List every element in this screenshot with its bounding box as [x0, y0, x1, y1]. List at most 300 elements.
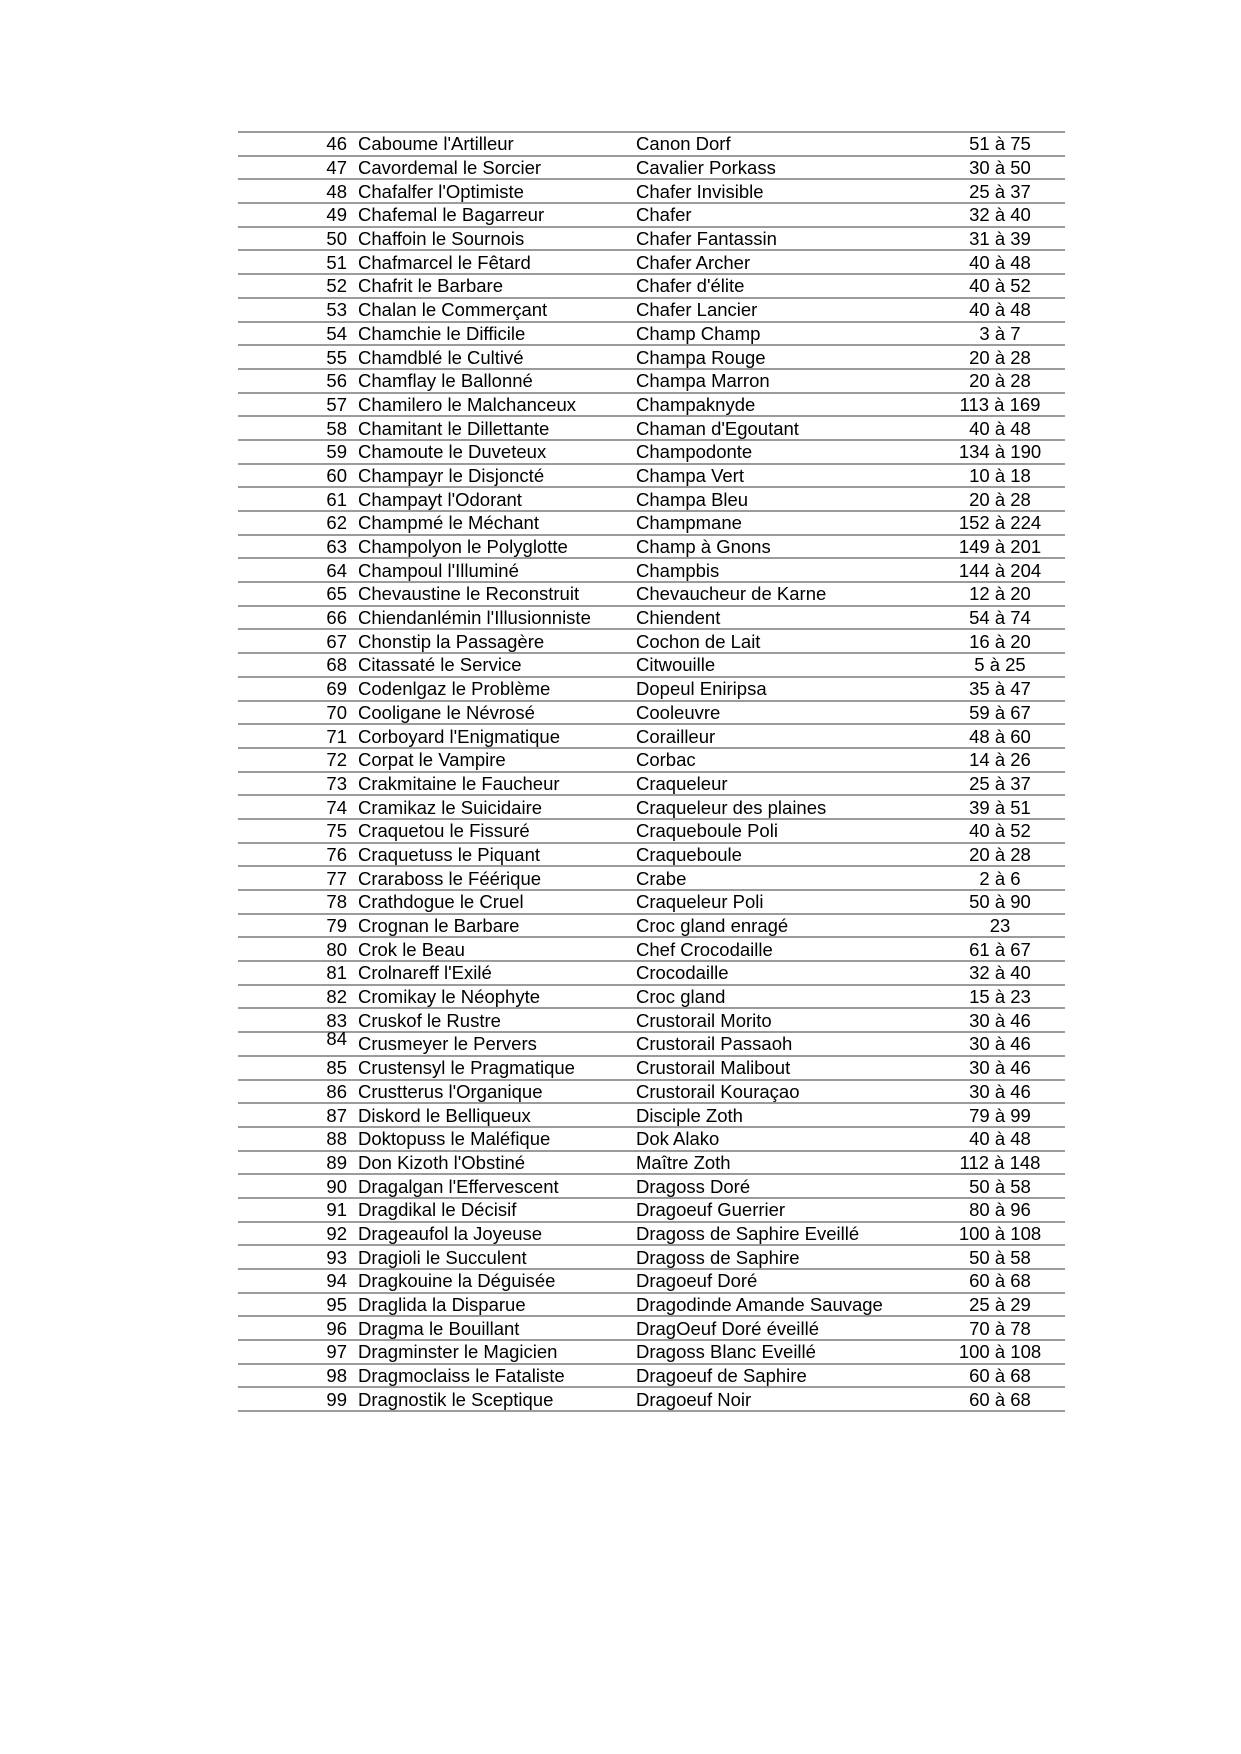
cell-number [238, 891, 351, 912]
cell-monster-name: Chafer Fantassin [636, 228, 777, 250]
cell-level-range: 60 à 68 [969, 1365, 1031, 1387]
cell-number [238, 797, 351, 818]
table-row [238, 1268, 1065, 1292]
table-row [238, 226, 1065, 250]
cell-archmonster-name: Craquetou le Fissuré [358, 820, 530, 842]
row-number: 79 [326, 915, 347, 937]
cell-level-range: 100 à 108 [958, 1222, 1042, 1244]
cell-archmonster-name: Doktopuss le Maléfique [358, 1128, 551, 1150]
cell-monster-name: Citwouille [636, 654, 716, 676]
cell-level-range: 25 à 37 [969, 180, 1031, 202]
cell-archmonster-name: Cramikaz le Suicidaire [358, 796, 543, 818]
row-number: 47 [326, 157, 347, 179]
cell-level-range: 32 à 40 [969, 204, 1031, 226]
cell-level-range: 50 à 58 [969, 1246, 1031, 1268]
table-row [238, 1292, 1065, 1316]
cell-level-range: 134 à 190 [958, 441, 1042, 463]
table-row [238, 1007, 1065, 1031]
cell-monster-name: Craqueboule [636, 843, 742, 865]
cell-level-range: 39 à 51 [969, 796, 1031, 818]
table-row [238, 889, 1065, 913]
cell-monster-name: Champodonte [636, 441, 753, 463]
cell-archmonster-name: Champayr le Disjoncté [358, 464, 545, 486]
cell-level-range: 50 à 90 [969, 891, 1031, 913]
cell-monster-name: Crustorail Malibout [636, 1057, 791, 1079]
cell-monster-name: Crustorail Morito [636, 1009, 772, 1031]
cell-level-range: 149 à 201 [958, 536, 1042, 558]
table-row [238, 439, 1065, 463]
cell-number [238, 347, 351, 368]
table-row [238, 1173, 1065, 1197]
row-number: 95 [326, 1294, 347, 1316]
cell-level-range: 40 à 52 [969, 820, 1031, 842]
cell-archmonster-name: Crok le Beau [358, 938, 465, 960]
cell-level-range: 12 à 20 [969, 583, 1031, 605]
cell-level-range: 16 à 20 [969, 630, 1031, 652]
cell-level-range: 60 à 68 [969, 1270, 1031, 1292]
cell-monster-name: Corailleur [636, 725, 716, 747]
cell-monster-name: Champaknyde [636, 393, 756, 415]
table-row [238, 344, 1065, 368]
row-number: 59 [326, 441, 347, 463]
row-number: 65 [326, 583, 347, 605]
row-number: 49 [326, 204, 347, 226]
cell-monster-name: Disciple Zoth [636, 1104, 743, 1126]
table-row [238, 1102, 1065, 1126]
cell-monster-name: DragOeuf Doré éveillé [636, 1317, 820, 1339]
cell-number [238, 1176, 351, 1197]
table-row [238, 960, 1065, 984]
table-row [238, 865, 1065, 889]
row-number: 66 [326, 607, 347, 629]
cell-number [238, 844, 351, 865]
table-row [238, 1126, 1065, 1150]
cell-level-range: 54 à 74 [969, 607, 1031, 629]
table-row [238, 581, 1065, 605]
cell-archmonster-name: Dragnostik le Sceptique [358, 1388, 554, 1410]
cell-number [238, 133, 351, 154]
table-row [238, 652, 1065, 676]
cell-level-range: 2 à 6 [979, 867, 1021, 889]
cell-level-range: 144 à 204 [958, 559, 1042, 581]
cell-monster-name: Champbis [636, 559, 720, 581]
row-number: 84 [326, 1028, 347, 1050]
cell-number [238, 820, 351, 841]
cell-number [238, 962, 351, 983]
cell-level-range: 40 à 52 [969, 275, 1031, 297]
table-row [238, 1055, 1065, 1079]
cell-archmonster-name: Draglida la Disparue [358, 1294, 526, 1316]
row-number: 82 [326, 986, 347, 1008]
cell-number [238, 1105, 351, 1126]
cell-monster-name: Chafer d'élite [636, 275, 745, 297]
cell-monster-name: Dragoeuf de Saphire [636, 1365, 807, 1387]
row-number: 55 [326, 346, 347, 368]
cell-number [238, 702, 351, 723]
table-row [238, 628, 1065, 652]
row-number: 56 [326, 370, 347, 392]
cell-archmonster-name: Chamitant le Dillettante [358, 417, 550, 439]
table-row [238, 178, 1065, 202]
cell-level-range: 25 à 29 [969, 1294, 1031, 1316]
row-number: 50 [326, 228, 347, 250]
row-number: 80 [326, 938, 347, 960]
cell-number [238, 394, 351, 415]
row-number: 60 [326, 464, 347, 486]
row-number: 94 [326, 1270, 347, 1292]
cell-level-range: 14 à 26 [969, 749, 1031, 771]
cell-archmonster-name: Craraboss le Féérique [358, 867, 542, 889]
cell-level-range: 23 [989, 915, 1011, 937]
cell-monster-name: Crustorail Passaoh [636, 1033, 793, 1055]
cell-number [238, 1247, 351, 1268]
row-number: 67 [326, 630, 347, 652]
cell-archmonster-name: Chamflay le Ballonné [358, 370, 533, 392]
cell-monster-name: Maître Zoth [636, 1151, 731, 1173]
cell-monster-name: Cochon de Lait [636, 630, 761, 652]
cell-number [238, 654, 351, 675]
table-row [238, 249, 1065, 273]
cell-level-range: 40 à 48 [969, 1128, 1031, 1150]
table-row [238, 984, 1065, 1008]
cell-number [238, 1223, 351, 1244]
table-row [238, 605, 1065, 629]
table-row [238, 392, 1065, 416]
cell-monster-name: Champmane [636, 512, 742, 534]
cell-number [238, 1389, 351, 1410]
cell-monster-name: Chiendent [636, 607, 721, 629]
cell-level-range: 60 à 68 [969, 1388, 1031, 1410]
cell-monster-name: Dok Alako [636, 1128, 720, 1150]
cell-monster-name: Chevaucheur de Karne [636, 583, 827, 605]
table-row [238, 510, 1065, 534]
cell-level-range: 5 à 25 [974, 654, 1026, 676]
cell-monster-name: Craqueleur [636, 772, 728, 794]
row-number: 91 [326, 1199, 347, 1221]
cell-number [238, 1081, 351, 1102]
cell-archmonster-name: Champayt l'Odorant [358, 488, 522, 510]
cell-level-range: 70 à 78 [969, 1317, 1031, 1339]
cell-monster-name: Dragoss de Saphire [636, 1246, 800, 1268]
cell-archmonster-name: Diskord le Belliqueux [358, 1104, 531, 1126]
cell-monster-name: Champa Vert [636, 464, 744, 486]
cell-level-range: 35 à 47 [969, 678, 1031, 700]
cell-number [238, 512, 351, 533]
cell-archmonster-name: Crognan le Barbare [358, 915, 520, 937]
cell-level-range: 112 à 148 [959, 1151, 1041, 1173]
cell-monster-name: Champ à Gnons [636, 536, 771, 558]
row-number: 74 [326, 796, 347, 818]
table-row [238, 1028, 1065, 1055]
cell-level-range: 40 à 48 [969, 417, 1031, 439]
cell-monster-name: Craqueleur Poli [636, 891, 764, 913]
row-number: 85 [326, 1057, 347, 1079]
cell-number [238, 1128, 351, 1149]
cell-level-range: 3 à 7 [979, 322, 1021, 344]
cell-number [238, 749, 351, 770]
row-number: 90 [326, 1175, 347, 1197]
table-row [238, 131, 1065, 155]
table-row [238, 771, 1065, 795]
cell-monster-name: Chafer Invisible [636, 180, 764, 202]
table-row [238, 155, 1065, 179]
cell-archmonster-name: Craquetuss le Piquant [358, 843, 541, 865]
row-number: 93 [326, 1246, 347, 1268]
table-row [238, 1197, 1065, 1221]
cell-archmonster-name: Chamdblé le Cultivé [358, 346, 524, 368]
cell-monster-name: Dragoeuf Guerrier [636, 1199, 786, 1221]
cell-archmonster-name: Drageaufol la Joyeuse [358, 1222, 543, 1244]
cell-level-range: 20 à 28 [969, 370, 1031, 392]
cell-monster-name: Cavalier Porkass [636, 157, 776, 179]
cell-monster-name: Champa Marron [636, 370, 770, 392]
row-number: 54 [326, 322, 347, 344]
row-number: 51 [326, 251, 347, 273]
cell-archmonster-name: Dragioli le Succulent [358, 1246, 527, 1268]
table-row [238, 368, 1065, 392]
cell-archmonster-name: Corboyard l'Enigmatique [358, 725, 561, 747]
cell-archmonster-name: Crakmitaine le Faucheur [358, 772, 560, 794]
cell-level-range: 61 à 67 [969, 938, 1031, 960]
row-number: 61 [326, 488, 347, 510]
table-row [238, 913, 1065, 937]
cell-level-range: 20 à 28 [969, 346, 1031, 368]
cell-level-range: 30 à 46 [969, 1057, 1031, 1079]
cell-number [238, 607, 351, 628]
cell-level-range: 113 à 169 [959, 393, 1041, 415]
cell-archmonster-name: Chalan le Commerçant [358, 299, 548, 321]
row-number: 68 [326, 654, 347, 676]
cell-number [238, 323, 351, 344]
cell-number [238, 1199, 351, 1220]
cell-archmonster-name: Chamilero le Malchanceux [358, 393, 576, 415]
table-row [238, 1315, 1065, 1339]
cell-level-range: 40 à 48 [969, 251, 1031, 273]
cell-archmonster-name: Champmé le Méchant [358, 512, 539, 534]
cell-level-range: 80 à 96 [969, 1199, 1031, 1221]
cell-level-range: 10 à 18 [969, 464, 1031, 486]
cell-number [238, 1341, 351, 1362]
cell-number [238, 228, 351, 249]
cell-archmonster-name: Cooligane le Névrosé [358, 701, 535, 723]
cell-level-range: 30 à 46 [969, 1033, 1031, 1055]
cell-number [238, 678, 351, 699]
cell-monster-name: Craqueleur des plaines [636, 796, 827, 818]
row-number: 89 [326, 1151, 347, 1173]
cell-monster-name: Chef Crocodaille [636, 938, 773, 960]
cell-monster-name: Dragoss Blanc Eveillé [636, 1341, 816, 1363]
cell-level-range: 59 à 67 [969, 701, 1031, 723]
row-number: 92 [326, 1222, 347, 1244]
cell-archmonster-name: Crustensyl le Pragmatique [358, 1057, 575, 1079]
cell-level-range: 15 à 23 [969, 986, 1031, 1008]
cell-monster-name: Dragoeuf Doré [636, 1270, 758, 1292]
cell-monster-name: Croc gland [636, 986, 726, 1008]
cell-level-range: 31 à 39 [969, 228, 1031, 250]
table-row [238, 1221, 1065, 1245]
row-number: 64 [326, 559, 347, 581]
row-number: 58 [326, 417, 347, 439]
cell-level-range: 100 à 108 [958, 1341, 1042, 1363]
row-number: 70 [326, 701, 347, 723]
cell-number [238, 560, 351, 581]
table-row [238, 1363, 1065, 1387]
row-number: 48 [326, 180, 347, 202]
row-number: 83 [326, 1009, 347, 1031]
cell-monster-name: Crustorail Kouraçao [636, 1080, 800, 1102]
cell-archmonster-name: Citassaté le Service [358, 654, 522, 676]
cell-number [238, 299, 351, 320]
cell-archmonster-name: Chamoute le Duveteux [358, 441, 547, 463]
cell-level-range: 51 à 75 [969, 133, 1031, 155]
cell-archmonster-name: Chaffoin le Sournois [358, 228, 525, 250]
row-number: 87 [326, 1104, 347, 1126]
cell-monster-name: Champa Rouge [636, 346, 766, 368]
cell-level-range: 20 à 28 [969, 488, 1031, 510]
cell-number [238, 489, 351, 510]
cell-monster-name: Dragoss de Saphire Eveillé [636, 1222, 860, 1244]
cell-number [238, 157, 351, 178]
cell-archmonster-name: Chevaustine le Reconstruit [358, 583, 580, 605]
cell-archmonster-name: Cromikay le Néophyte [358, 986, 540, 1008]
cell-number [238, 1057, 351, 1078]
cell-monster-name: Champa Bleu [636, 488, 749, 510]
cell-number [238, 204, 351, 225]
cell-archmonster-name: Cavordemal le Sorcier [358, 157, 542, 179]
cell-monster-name: Champ Champ [636, 322, 761, 344]
row-number: 57 [326, 393, 347, 415]
cell-monster-name: Crabe [636, 867, 687, 889]
cell-monster-name: Chafer Archer [636, 251, 751, 273]
cell-level-range: 30 à 46 [969, 1009, 1031, 1031]
cell-archmonster-name: Chafmarcel le Fêtard [358, 251, 531, 273]
cell-level-range: 79 à 99 [969, 1104, 1031, 1126]
cell-number [238, 536, 351, 557]
row-number: 76 [326, 843, 347, 865]
cell-archmonster-name: Chamchie le Difficile [358, 322, 526, 344]
cell-archmonster-name: Corpat le Vampire [358, 749, 506, 771]
table-row [238, 794, 1065, 818]
cell-monster-name: Dragodinde Amande Sauvage [636, 1294, 883, 1316]
cell-level-range: 152 à 224 [958, 512, 1042, 534]
cell-number [238, 773, 351, 794]
cell-number [238, 252, 351, 273]
table-row [238, 676, 1065, 700]
cell-monster-name: Chaman d'Egoutant [636, 417, 799, 439]
row-number: 78 [326, 891, 347, 913]
cell-number [238, 1028, 351, 1054]
cell-level-range: 48 à 60 [969, 725, 1031, 747]
row-number: 62 [326, 512, 347, 534]
row-number: 73 [326, 772, 347, 794]
cell-number [238, 631, 351, 652]
cell-monster-name: Crocodaille [636, 962, 729, 984]
cell-number [238, 986, 351, 1007]
table-row [238, 202, 1065, 226]
row-number: 77 [326, 867, 347, 889]
cell-monster-name: Chafer [636, 204, 692, 226]
table-row [238, 534, 1065, 558]
cell-archmonster-name: Chiendanlémin l'Illusionniste [358, 607, 591, 629]
cell-archmonster-name: Codenlgaz le Problème [358, 678, 551, 700]
cell-archmonster-name: Chonstip la Passagère [358, 630, 545, 652]
table-row [238, 273, 1065, 297]
cell-archmonster-name: Crolnareff l'Exilé [358, 962, 492, 984]
row-number: 71 [326, 725, 347, 747]
table-row [238, 1386, 1065, 1410]
row-number: 52 [326, 275, 347, 297]
cell-archmonster-name: Dragdikal le Décisif [358, 1199, 517, 1221]
cell-level-range: 25 à 37 [969, 772, 1031, 794]
cell-level-range: 30 à 50 [969, 157, 1031, 179]
table-row [238, 297, 1065, 321]
cell-number [238, 441, 351, 462]
cell-monster-name: Cooleuvre [636, 701, 721, 723]
cell-archmonster-name: Crathdogue le Cruel [358, 891, 524, 913]
table-row [238, 1339, 1065, 1363]
cell-archmonster-name: Don Kizoth l'Obstiné [358, 1151, 526, 1173]
cell-number [238, 418, 351, 439]
cell-monster-name: Corbac [636, 749, 696, 771]
cell-archmonster-name: Dragma le Bouillant [358, 1317, 520, 1339]
cell-archmonster-name: Crustterus l'Organique [358, 1080, 543, 1102]
archmonster-table [238, 131, 1065, 1412]
cell-archmonster-name: Chafemal le Bagarreur [358, 204, 545, 226]
cell-monster-name: Craqueboule Poli [636, 820, 778, 842]
cell-number [238, 868, 351, 889]
table-row [238, 486, 1065, 510]
cell-number [238, 1294, 351, 1315]
table-row [238, 818, 1065, 842]
table-row [238, 842, 1065, 866]
cell-archmonster-name: Dragmoclaiss le Fataliste [358, 1365, 565, 1387]
cell-archmonster-name: Chafrit le Barbare [358, 275, 503, 297]
table-row [238, 415, 1065, 439]
table-row [238, 723, 1065, 747]
row-number: 97 [326, 1341, 347, 1363]
cell-archmonster-name: Dragalgan l'Effervescent [358, 1175, 559, 1197]
cell-number [238, 181, 351, 202]
cell-archmonster-name: Champoul l'Illuminé [358, 559, 519, 581]
cell-monster-name: Chafer Lancier [636, 299, 758, 321]
row-number: 69 [326, 678, 347, 700]
cell-level-range: 20 à 28 [969, 843, 1031, 865]
row-number: 63 [326, 536, 347, 558]
row-number: 88 [326, 1128, 347, 1150]
table-row [238, 1244, 1065, 1268]
table-row [238, 321, 1065, 345]
table-row [238, 936, 1065, 960]
cell-number [238, 915, 351, 936]
cell-monster-name: Dopeul Eniripsa [636, 678, 767, 700]
cell-archmonster-name: Champolyon le Polyglotte [358, 536, 568, 558]
cell-archmonster-name: Dragkouine la Déguisée [358, 1270, 556, 1292]
cell-monster-name: Canon Dorf [636, 133, 731, 155]
cell-level-range: 30 à 46 [969, 1080, 1031, 1102]
cell-number [238, 583, 351, 604]
table-row [238, 747, 1065, 771]
row-number: 96 [326, 1317, 347, 1339]
cell-level-range: 32 à 40 [969, 962, 1031, 984]
row-number: 53 [326, 299, 347, 321]
table-row [238, 463, 1065, 487]
cell-archmonster-name: Caboume l'Artilleur [358, 133, 514, 155]
row-number: 98 [326, 1365, 347, 1387]
cell-level-range: 50 à 58 [969, 1175, 1031, 1197]
cell-number [238, 370, 351, 391]
table-row [238, 557, 1065, 581]
cell-archmonster-name: Crusmeyer le Pervers [358, 1033, 537, 1055]
